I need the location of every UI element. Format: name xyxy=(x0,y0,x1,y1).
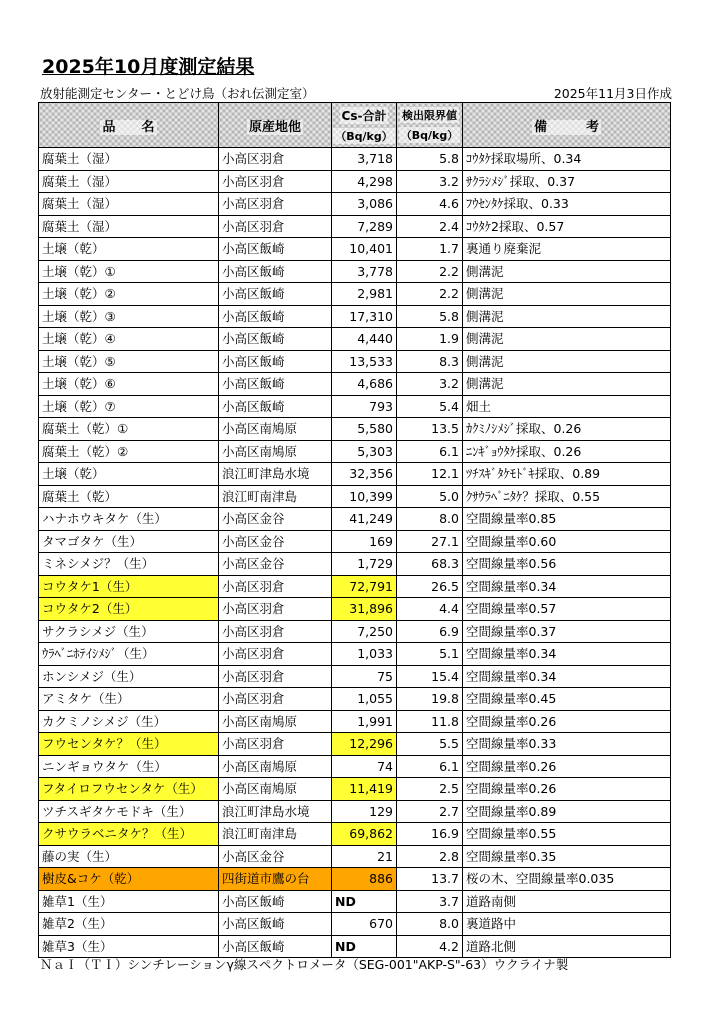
header-cs-unit: （Bq/kg） xyxy=(335,129,393,143)
origin-cell: 小高区南鳩原 xyxy=(219,418,332,441)
table-row xyxy=(39,733,671,756)
cs-total-cell: 41,249 xyxy=(332,508,397,531)
note-cell: 空間線量率0.55 xyxy=(463,823,671,846)
sample-name-cell: カクミノシメジ（生） xyxy=(39,710,219,733)
detection-limit-cell: 2.5 xyxy=(397,778,463,801)
origin-cell: 小高区金谷 xyxy=(219,553,332,576)
origin-cell: 小高区飯崎 xyxy=(219,260,332,283)
detection-limit-cell: 2.4 xyxy=(397,215,463,238)
table-row xyxy=(39,508,671,531)
table-row xyxy=(39,305,671,328)
table-row xyxy=(39,373,671,396)
note-cell: 側溝泥 xyxy=(463,373,671,396)
detection-limit-cell: 6.1 xyxy=(397,440,463,463)
detection-limit-cell: 27.1 xyxy=(397,530,463,553)
sample-name-cell: アミタケ（生） xyxy=(39,688,219,711)
sample-name-cell: ミネシメジ？（生） xyxy=(39,553,219,576)
cs-total-cell: 32,356 xyxy=(332,463,397,486)
table-row xyxy=(39,575,671,598)
table-row xyxy=(39,823,671,846)
sample-name-cell: サクラシメジ（生） xyxy=(39,620,219,643)
table-row xyxy=(39,778,671,801)
table-row xyxy=(39,710,671,733)
cs-total-cell: 7,250 xyxy=(332,620,397,643)
note-cell: 空間線量率0.26 xyxy=(463,778,671,801)
origin-cell: 小高区飯崎 xyxy=(219,238,332,261)
detection-limit-cell: 5.8 xyxy=(397,148,463,171)
table-row xyxy=(39,260,671,283)
sample-name-cell: ホンシメジ（生） xyxy=(39,665,219,688)
detection-limit-cell: 12.1 xyxy=(397,463,463,486)
table-row xyxy=(39,800,671,823)
note-cell: 側溝泥 xyxy=(463,260,671,283)
origin-cell: 小高区飯崎 xyxy=(219,913,332,936)
detection-limit-cell: 5.8 xyxy=(397,305,463,328)
note-cell: 空間線量率0.56 xyxy=(463,553,671,576)
detection-limit-cell: 11.8 xyxy=(397,710,463,733)
origin-cell: 小高区飯崎 xyxy=(219,328,332,351)
sample-name-cell: ニンギョウタケ（生） xyxy=(39,755,219,778)
note-cell: 側溝泥 xyxy=(463,350,671,373)
cs-total-cell: 11,419 xyxy=(332,778,397,801)
origin-cell: 小高区飯崎 xyxy=(219,395,332,418)
note-cell: ｻｸﾗｼﾒｼﾞ採取、0.37 xyxy=(463,170,671,193)
cs-total-cell: 1,729 xyxy=(332,553,397,576)
sample-name-cell: タマゴタケ（生） xyxy=(39,530,219,553)
note-cell: 空間線量率0.34 xyxy=(463,575,671,598)
cs-total-cell: 169 xyxy=(332,530,397,553)
cs-total-cell: 1,055 xyxy=(332,688,397,711)
note-cell: ｶｸﾐﾉｼﾒｼﾞ採取、0.26 xyxy=(463,418,671,441)
table-row xyxy=(39,395,671,418)
sample-name-cell: 雑草3（生） xyxy=(39,935,219,958)
detection-limit-cell: 3.2 xyxy=(397,373,463,396)
table-row xyxy=(39,845,671,868)
sample-name-cell: コウタケ2（生） xyxy=(39,598,219,621)
detection-limit-cell: 8.0 xyxy=(397,913,463,936)
note-cell: 裏通り廃棄泥 xyxy=(463,238,671,261)
note-cell: ﾂﾁｽｷﾞﾀｹﾓﾄﾞｷ採取、0.89 xyxy=(463,463,671,486)
origin-cell: 小高区羽倉 xyxy=(219,170,332,193)
detection-limit-cell: 4.2 xyxy=(397,935,463,958)
note-cell: 側溝泥 xyxy=(463,305,671,328)
note-cell: 空間線量率0.34 xyxy=(463,665,671,688)
note-cell: 空間線量率0.45 xyxy=(463,688,671,711)
origin-cell: 小高区飯崎 xyxy=(219,283,332,306)
table-row xyxy=(39,620,671,643)
note-cell: 空間線量率0.35 xyxy=(463,845,671,868)
detection-limit-cell: 1.9 xyxy=(397,328,463,351)
detection-limit-cell: 5.1 xyxy=(397,643,463,666)
sample-name-cell: フタイロフウセンタケ（生） xyxy=(39,778,219,801)
sample-name-cell: 樹皮&コケ（乾） xyxy=(39,868,219,891)
detection-limit-cell: 2.2 xyxy=(397,283,463,306)
cs-total-cell: 75 xyxy=(332,665,397,688)
note-cell: 裏道路中 xyxy=(463,913,671,936)
table-row xyxy=(39,688,671,711)
origin-cell: 四街道市鷹の台 xyxy=(219,868,332,891)
cs-total-cell: 10,399 xyxy=(332,485,397,508)
sample-name-cell: ハナホウキタケ（生） xyxy=(39,508,219,531)
sample-name-cell: 腐葉土（乾）② xyxy=(39,440,219,463)
origin-cell: 浪江町南津島 xyxy=(219,823,332,846)
table-row xyxy=(39,485,671,508)
detection-limit-cell: 13.7 xyxy=(397,868,463,891)
origin-cell: 小高区飯崎 xyxy=(219,350,332,373)
note-cell: ｺｳﾀｹ2採取、0.57 xyxy=(463,215,671,238)
cs-total-cell: 4,440 xyxy=(332,328,397,351)
sample-name-cell: 土壌（乾） xyxy=(39,238,219,261)
cs-total-cell: 1,991 xyxy=(332,710,397,733)
cs-total-cell: 1,033 xyxy=(332,643,397,666)
table-row xyxy=(39,193,671,216)
detection-limit-cell: 6.9 xyxy=(397,620,463,643)
table-row xyxy=(39,530,671,553)
table-row xyxy=(39,283,671,306)
cs-total-cell: 2,981 xyxy=(332,283,397,306)
table-row xyxy=(39,890,671,913)
detection-limit-cell: 19.8 xyxy=(397,688,463,711)
cs-total-cell: ND xyxy=(332,890,397,913)
sample-name-cell: ツチスギタケモドキ（生） xyxy=(39,800,219,823)
detection-limit-cell: 2.8 xyxy=(397,845,463,868)
note-cell: ｸｻｳﾗﾍﾞﾆﾀｹ？採取、0.55 xyxy=(463,485,671,508)
table-row xyxy=(39,418,671,441)
origin-cell: 浪江町津島水境 xyxy=(219,463,332,486)
note-cell: 空間線量率0.34 xyxy=(463,643,671,666)
detection-limit-cell: 2.7 xyxy=(397,800,463,823)
sample-name-cell: 土壌（乾） xyxy=(39,463,219,486)
sample-name-cell: 腐葉土（湿） xyxy=(39,170,219,193)
table-row xyxy=(39,215,671,238)
header-origin: 原産地他 xyxy=(219,103,332,148)
cs-total-cell: 3,086 xyxy=(332,193,397,216)
detection-limit-cell: 5.5 xyxy=(397,733,463,756)
note-cell: 空間線量率0.26 xyxy=(463,755,671,778)
results-table xyxy=(38,102,671,958)
note-cell: 空間線量率0.57 xyxy=(463,598,671,621)
cs-total-cell: 3,718 xyxy=(332,148,397,171)
sample-name-cell: 腐葉土（乾） xyxy=(39,485,219,508)
origin-cell: 小高区南鳩原 xyxy=(219,440,332,463)
origin-cell: 小高区飯崎 xyxy=(219,890,332,913)
table-row xyxy=(39,553,671,576)
created-date: 2025年11月3日作成 xyxy=(553,86,672,101)
detection-limit-cell: 1.7 xyxy=(397,238,463,261)
detection-limit-cell: 68.3 xyxy=(397,553,463,576)
note-cell: 空間線量率0.37 xyxy=(463,620,671,643)
instrument-footnote: ＮａＩ（ＴＩ）シンチレーションγ線スペクトロメータ（SEG-001"AKP-S"-63）ウクライナ製 xyxy=(40,957,569,972)
sample-name-cell: 土壌（乾）④ xyxy=(39,328,219,351)
sample-name-cell: クサウラベニタケ？（生） xyxy=(39,823,219,846)
note-cell: 側溝泥 xyxy=(463,328,671,351)
origin-cell: 小高区羽倉 xyxy=(219,688,332,711)
origin-cell: 小高区金谷 xyxy=(219,530,332,553)
detection-limit-cell: 5.4 xyxy=(397,395,463,418)
page-title: 2025年10月度測定結果 xyxy=(42,56,255,78)
table-row xyxy=(39,350,671,373)
table-row xyxy=(39,463,671,486)
header-cs-label: Cs-合計 xyxy=(341,108,387,123)
cs-total-cell: 886 xyxy=(332,868,397,891)
header-item: 品 名 xyxy=(39,103,219,148)
note-cell: 空間線量率0.33 xyxy=(463,733,671,756)
detection-limit-cell: 2.2 xyxy=(397,260,463,283)
cs-total-cell: 72,791 xyxy=(332,575,397,598)
origin-cell: 小高区羽倉 xyxy=(219,665,332,688)
sample-name-cell: 腐葉土（湿） xyxy=(39,215,219,238)
cs-total-cell: 31,896 xyxy=(332,598,397,621)
note-cell: ﾆﾝｷﾞｮｳﾀｹ採取、0.26 xyxy=(463,440,671,463)
cs-total-cell: 69,862 xyxy=(332,823,397,846)
sample-name-cell: 雑草1（生） xyxy=(39,890,219,913)
table-row xyxy=(39,755,671,778)
detection-limit-cell: 3.2 xyxy=(397,170,463,193)
sample-name-cell: 腐葉土（湿） xyxy=(39,193,219,216)
origin-cell: 小高区南鳩原 xyxy=(219,755,332,778)
sample-name-cell: 土壌（乾）② xyxy=(39,283,219,306)
table-header-row xyxy=(39,103,671,148)
header-note: 備 考 xyxy=(463,103,671,148)
detection-limit-cell: 26.5 xyxy=(397,575,463,598)
header-cs xyxy=(332,103,397,148)
origin-cell: 小高区飯崎 xyxy=(219,305,332,328)
detection-limit-cell: 5.0 xyxy=(397,485,463,508)
origin-cell: 浪江町南津島 xyxy=(219,485,332,508)
origin-cell: 小高区羽倉 xyxy=(219,575,332,598)
sample-name-cell: 土壌（乾）⑤ xyxy=(39,350,219,373)
cs-total-cell: 5,580 xyxy=(332,418,397,441)
note-cell: 道路南側 xyxy=(463,890,671,913)
table-row xyxy=(39,868,671,891)
origin-cell: 小高区羽倉 xyxy=(219,733,332,756)
sample-name-cell: 腐葉土（湿） xyxy=(39,148,219,171)
note-cell: 空間線量率0.26 xyxy=(463,710,671,733)
sample-name-cell: コウタケ1（生） xyxy=(39,575,219,598)
sample-name-cell: 藤の実（生） xyxy=(39,845,219,868)
cs-total-cell: 7,289 xyxy=(332,215,397,238)
note-cell: 畑土 xyxy=(463,395,671,418)
cs-total-cell: 4,298 xyxy=(332,170,397,193)
sample-name-cell: 土壌（乾）⑦ xyxy=(39,395,219,418)
table-row xyxy=(39,440,671,463)
header-limit-unit: （Bq/kg） xyxy=(400,129,459,142)
note-cell: 桜の木、空間線量率0.035 xyxy=(463,868,671,891)
detection-limit-cell: 4.6 xyxy=(397,193,463,216)
cs-total-cell: 21 xyxy=(332,845,397,868)
note-cell: 空間線量率0.89 xyxy=(463,800,671,823)
table-row xyxy=(39,913,671,936)
detection-limit-cell: 13.5 xyxy=(397,418,463,441)
table-row xyxy=(39,665,671,688)
origin-cell: 小高区羽倉 xyxy=(219,193,332,216)
cs-total-cell: 13,533 xyxy=(332,350,397,373)
cs-total-cell: 12,296 xyxy=(332,733,397,756)
table-row xyxy=(39,643,671,666)
detection-limit-cell: 6.1 xyxy=(397,755,463,778)
cs-total-cell: 3,778 xyxy=(332,260,397,283)
origin-cell: 小高区南鳩原 xyxy=(219,710,332,733)
table-row xyxy=(39,328,671,351)
cs-total-cell: 129 xyxy=(332,800,397,823)
header-limit xyxy=(397,103,463,148)
origin-cell: 小高区羽倉 xyxy=(219,643,332,666)
origin-cell: 小高区羽倉 xyxy=(219,598,332,621)
sample-name-cell: 土壌（乾）③ xyxy=(39,305,219,328)
sample-name-cell: 土壌（乾）⑥ xyxy=(39,373,219,396)
detection-limit-cell: 8.0 xyxy=(397,508,463,531)
detection-limit-cell: 3.7 xyxy=(397,890,463,913)
cs-total-cell: 10,401 xyxy=(332,238,397,261)
sample-name-cell: フウセンタケ？（生） xyxy=(39,733,219,756)
cs-total-cell: 793 xyxy=(332,395,397,418)
header-limit-label: 検出限界値 xyxy=(402,109,457,122)
detection-limit-cell: 16.9 xyxy=(397,823,463,846)
origin-cell: 浪江町津島水境 xyxy=(219,800,332,823)
detection-limit-cell: 15.4 xyxy=(397,665,463,688)
origin-cell: 小高区飯崎 xyxy=(219,373,332,396)
origin-cell: 小高区金谷 xyxy=(219,845,332,868)
note-cell: 空間線量率0.60 xyxy=(463,530,671,553)
sample-name-cell: ｳﾗﾍﾞﾆﾎﾃｲｼﾒｼﾞ（生） xyxy=(39,643,219,666)
table-row xyxy=(39,148,671,171)
note-cell: 空間線量率0.85 xyxy=(463,508,671,531)
cs-total-cell: 670 xyxy=(332,913,397,936)
cs-total-cell: 4,686 xyxy=(332,373,397,396)
note-cell: 側溝泥 xyxy=(463,283,671,306)
sample-name-cell: 雑草2（生） xyxy=(39,913,219,936)
note-cell: ﾌｳｾﾝﾀｹ採取、0.33 xyxy=(463,193,671,216)
origin-cell: 小高区羽倉 xyxy=(219,148,332,171)
table-row xyxy=(39,238,671,261)
sample-name-cell: 土壌（乾）① xyxy=(39,260,219,283)
origin-cell: 小高区飯崎 xyxy=(219,935,332,958)
detection-limit-cell: 4.4 xyxy=(397,598,463,621)
cs-total-cell: 5,303 xyxy=(332,440,397,463)
origin-cell: 小高区南鳩原 xyxy=(219,778,332,801)
cs-total-cell: 17,310 xyxy=(332,305,397,328)
note-cell: ｺｳﾀｹ採取場所、0.34 xyxy=(463,148,671,171)
origin-cell: 小高区金谷 xyxy=(219,508,332,531)
note-cell: 道路北側 xyxy=(463,935,671,958)
cs-total-cell: 74 xyxy=(332,755,397,778)
detection-limit-cell: 8.3 xyxy=(397,350,463,373)
table-row xyxy=(39,170,671,193)
origin-cell: 小高区羽倉 xyxy=(219,215,332,238)
cs-total-cell: ND xyxy=(332,935,397,958)
origin-cell: 小高区羽倉 xyxy=(219,620,332,643)
table-row xyxy=(39,598,671,621)
sample-name-cell: 腐葉土（乾）① xyxy=(39,418,219,441)
lab-name: 放射能測定センター・とどけ鳥（おれ伝測定室） xyxy=(40,86,315,101)
